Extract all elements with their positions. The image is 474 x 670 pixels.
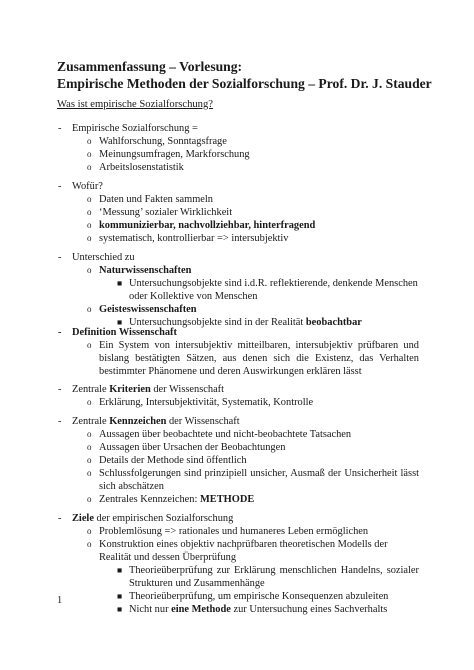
circle-bullet: o [87,494,92,504]
list-item: Aussagen über Ursachen der Beobachtungen [99,442,286,453]
dash-bullet: - [58,416,62,427]
section-heading [72,415,240,428]
circle-bullet: o [87,455,92,465]
list-item: Naturwissenschaften [99,265,192,276]
list-item: Ein System von intersubjektiv mitteilbaren, intersubjektiv prüfbaren und bislang bestätigten Sätzen, aus denen sich die Existenz, das Verhalten bestimmter Phänomene und deren Auswirkungen erklären lässt [99,340,419,377]
circle-bullet: o [87,397,92,407]
list-item: Daten und Fakten sammeln [99,194,213,205]
dash-bullet: - [58,384,62,395]
square-bullet: ■ [117,591,123,601]
circle-bullet: o [87,149,92,159]
section-heading: Wofür? [72,181,103,192]
sub-item-bold: beobachtbar [305,317,362,328]
list-item: systematisch, kontrollierbar => intersubjektiv [99,233,289,244]
circle-bullet: o [87,526,92,536]
section-heading [72,512,233,525]
circle-bullet: o [87,304,92,314]
list-item: Schlussfolgerungen sind prinzipiell unsicher, Ausmaß der Unsicherheit lässt sich abschätzen [99,468,419,492]
section-heading: Empirische Sozialforschung = [72,123,198,134]
list-item: Arbeitslosenstatistik [99,162,184,173]
circle-bullet: o [87,220,92,230]
sub-item-text: Nicht nur [129,604,172,615]
heading-bold: Kennzeichen [109,416,167,427]
item-text: Zentrales Kennzeichen: [99,494,200,505]
document-title-line2: Empirische Methoden der Sozialforschung – Prof. Dr. J. Stauder [57,76,432,91]
heading-bold: Kriterien [109,384,151,395]
square-bullet: ■ [117,604,123,614]
heading-bold: Ziele [72,513,94,524]
circle-bullet: o [87,265,92,275]
circle-bullet: o [87,539,92,549]
sub-list-item: Theorieüberprüfung zur Erklärung menschlichen Handelns, sozialer Strukturen und Zusammenhänge [129,565,419,589]
dash-bullet: - [58,252,62,263]
circle-bullet: o [87,194,92,204]
circle-bullet: o [87,136,92,146]
heading-text: der Wissenschaft [166,416,240,427]
circle-bullet: o [87,207,92,217]
circle-bullet: o [87,442,92,452]
section-heading: Definition Wissenschaft [72,327,177,338]
list-item: Geisteswissenschaften [99,304,197,315]
list-item: kommunizierbar, nachvollziehbar, hinterfragend [99,220,316,231]
document-title-line1: Zusammenfassung – Vorlesung: [57,59,243,74]
heading-text: der empirischen Sozialforschung [93,513,234,524]
list-item: Details der Methode sind öffentlich [99,455,247,466]
item-bold: METHODE [199,494,255,505]
list-item: Aussagen über beobachtete und nicht-beobachtete Tatsachen [99,429,352,440]
circle-bullet: o [87,468,92,478]
square-bullet: ■ [117,565,123,575]
list-item: Konstruktion eines objektiv nachprüfbaren theoretischen Modells der Realität und dessen Überprüfung [99,539,388,563]
section-heading [72,383,224,396]
list-item: Erklärung, Intersubjektivität, Systematik, Kontrolle [99,397,314,408]
list-item: Problemlösung => rationales und humaneres Leben ermöglichen [99,526,369,537]
sub-item-text: Untersuchungsobjekte sind in der Realität [129,317,306,328]
list-item: Meinungsumfragen, Markforschung [99,149,250,160]
dash-bullet: - [58,181,62,192]
sub-item-text: zur Untersuchung eines Sachverhalts [230,604,388,615]
square-bullet: ■ [117,317,123,327]
circle-bullet: o [87,340,92,350]
section-subtitle: Was ist empirische Sozialforschung? [57,99,213,110]
sub-item-bold: eine Methode [171,604,231,615]
heading-text: Zentrale [72,384,110,395]
list-item: ‘Messung’ sozialer Wirklichkeit [99,207,233,218]
heading-text: der Wissenschaft [150,384,225,395]
page-number: 1 [57,595,63,606]
sub-list-item: Theorieüberprüfung, um empirische Konsequenzen abzuleiten [129,591,389,602]
circle-bullet: o [87,233,92,243]
dash-bullet: - [58,513,62,524]
square-bullet: ■ [117,278,123,288]
dash-bullet: - [58,123,62,134]
list-item [99,493,419,506]
sub-list-item: Untersuchungsobjekte sind i.d.R. reflektierende, denkende Menschen oder Kollektive von Menschen [129,278,418,302]
circle-bullet: o [87,162,92,172]
circle-bullet: o [87,429,92,439]
heading-text: Zentrale [72,416,110,427]
section-heading: Unterschied zu [72,252,135,263]
sub-list-item [129,603,419,616]
dash-bullet: - [58,327,62,338]
list-item: Wahlforschung, Sonntagsfrage [99,136,227,147]
